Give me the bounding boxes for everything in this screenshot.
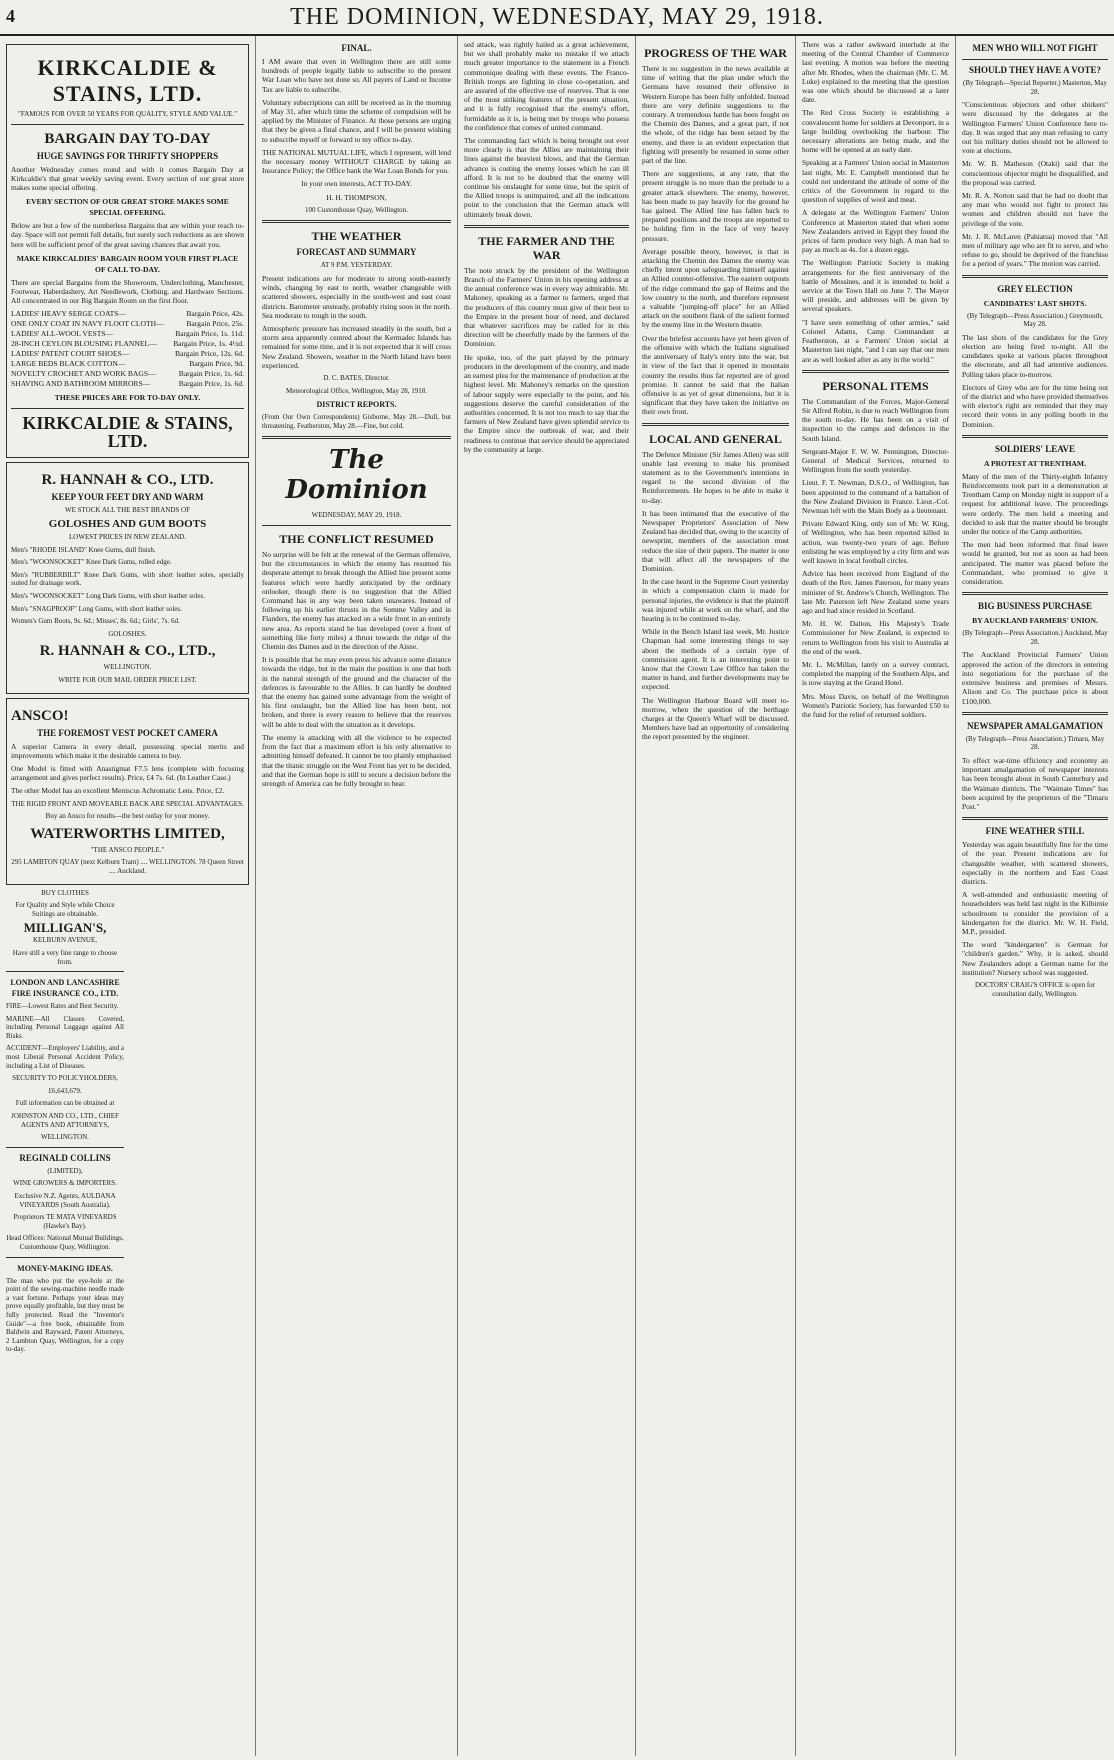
reginald-offices: Head Offices: National Mutual Buildings, Customhouse Quay, Wellington. [6, 1234, 124, 1251]
weather-title: THE WEATHER [311, 229, 402, 244]
kirkcaldie-first-place: MAKE KIRKCALDIES' BARGAIN ROOM YOUR FIRST PLACE OF CALL TO-DAY. [16, 253, 239, 274]
hannah-sub: WE STOCK ALL THE BEST BRANDS OF [65, 506, 190, 515]
london-marine: MARINE—All Classes Covered, including Personal Luggage against All Risks. [6, 1014, 124, 1040]
fine-body-3: The word "kindergarten" is German for "children's garden." Why, it is asked, should New Zealanders adopt a German name for the institution? Nursery school was suggested. [962, 940, 1108, 977]
money-body: The man who put the eye-hole at the point of the sewing-machine needle made a vast fortune. Perhaps your ideas may prove equally profitable, but they must be fully protected. Read the "Inventor's Guide"—a free book, obtainable from Baldwin and Rayward, Patent Attorneys, 2 Lambton Quay, Wellington, for a copy to-day. [6, 1276, 124, 1354]
bargain-item [11, 309, 244, 319]
final-sign: In your own interests, ACT TO-DAY. [301, 179, 412, 189]
bargain-item-name: LARGE BEDS BLACK COTTON— [11, 359, 126, 369]
bargain-day-headline: BARGAIN DAY TO-DAY [44, 130, 211, 147]
farmer-title: THE FARMER AND THE WAR [478, 233, 615, 262]
progress-body-4: Over the briefest accounts have yet been given of the offensive with which the Italians signalised the anniversary of Italy's entry into the war, but in view of the fact that it opened in mountain country the results thus far reported are of good promise. It cannot be said that the Italian offensive is as yet of great dimensions, but it is significant that they have taken the initiative on their own front. [642, 333, 789, 417]
personal-body-7: Mr. L. McMillan, lately on a survey contract, completed the mapping of the Southern Alps, and is now staying at the Grand Hotel. [802, 659, 949, 688]
personal-body-4: Private Edward King, only son of Mr. W. King, of Wellington, who has been reported killed in action, was twenty-two years of age. Before enlisting he was employed by a city firm and was well known in local football circles. [802, 519, 949, 565]
district-note: (From Our Own Correspondents) Gisborne, May 28.—Dull, but threatening. Featherston, May 28.—Fine, but cold. [262, 413, 451, 430]
waterworths-name: WATERWORTHS LIMITED, [30, 825, 225, 842]
reginald-limited: (LIMITED), [47, 1166, 83, 1175]
bargain-item-name: NOVELTY CROCHET AND WORK BAGS— [11, 369, 156, 379]
final-name: H. H. THOMPSON, [326, 192, 387, 202]
weather-body: Present indications are for moderate to strong south-easterly winds, changing by east to north, weather changeable with scattered showers, especially in the south-west and east coast districts. Barometer unsteady, probably rising soon in the north. Sea moderate to rough in the south. [262, 274, 451, 320]
hannah-headline: KEEP YOUR FEET DRY AND WARM [51, 492, 204, 503]
final-title: FINAL. [341, 43, 372, 53]
business-sub: BY AUCKLAND FARMERS' UNION. [972, 616, 1098, 626]
conflict-body-2: It is possible that he may even press his advance some distance towards the ridge, but in the main the position is one that both in the natural strength of the ground and the character of the defences is favourable to the Allies. It can hardly be doubted that the enemy has gained some advantage from the weight of his first onslaught, but the Allied line has been bent, not broken, and there is every reason to believe that the reserves will be able to deal with the situation as it develops. [262, 655, 451, 729]
london-info: Full information can be obtained at [15, 1099, 115, 1108]
soldiers-body: Many of the men of the Thirty-eighth Infantry Reinforcements took part in a demonstration at Trentham Camp on Monday night in support of a request for additional leave. The proceedings were orderly. The men held a meeting and decided to ask that the matter should be brought under the notice of the Camp authorities. [962, 471, 1108, 537]
london-lancashire-name: LONDON AND LANCASHIRE FIRE INSURANCE CO., LTD. [10, 978, 120, 999]
col5-body-4: A delegate at the Wellington Farmers' Union Conference at Masterton stated that when some New Zealanders arrived in Egypt they found the prices of farm produce very high. A man had to pay as much as 4s. for a dozen eggs. [802, 208, 949, 255]
milligans-note: Have still a very fine range to choose from. [12, 948, 118, 966]
hannah-write: WRITE FOR OUR MAIL ORDER PRICE LIST. [58, 675, 197, 684]
ansco-ad [6, 698, 249, 885]
personal-body-8: Mrs. Moss Davis, on behalf of the Wellington Women's Patriotic Society, has forwarded £50 to the fund for the relief of returned soldiers. [802, 691, 949, 719]
dominion-date: WEDNESDAY, MAY 29, 1918. [311, 511, 402, 520]
bargain-item-price: Bargain Price, 1s. 11d. [175, 329, 244, 339]
kirkcaldie-special: EVERY SECTION OF OUR GREAT STORE MAKES SOME SPECIAL OFFERING. [26, 197, 229, 218]
hannah-line: Men's "RHODE ISLAND" Knee Gums, dull finish. [11, 545, 156, 554]
conflict-continued-2: The commanding fact which is being brought out ever more clearly is that the Allies are maintaining their lines against the heaviest blows, and that the German advance is costing the enemy losses which he can ill afford. It is not to be doubted that the enemy will continue his onslaught for some time, but the spirit of the Allied troops is unimpaired, and all the indications point to the conclusion that the German attack will ultimately break down. [464, 136, 629, 219]
kirkcaldie-name-footer: KIRKCALDIE & STAINS, LTD. [22, 413, 233, 452]
men-fight-body-2: Mr. W. B. Matheson (Otaki) said that the conscientious objector might be disqualified, and the proposal was carried. [962, 159, 1108, 187]
kirkcaldie-slogan: "FAMOUS FOR OVER 50 YEARS FOR QUALITY, STYLE AND VALUE." [17, 110, 238, 118]
column-4 [636, 36, 796, 1756]
thrifty-headline: HUGE SAVINGS FOR THRIFTY SHOPPERS [36, 150, 219, 161]
farmer-body: The note struck by the president of the Wellington Branch of the Farmers' Union in his opening address at the annual conference was in every way admirable. Mr. Mahoney, speaking as a farmer to farmers, urged that the producers of this country must give of their best to the Empire in the present hour of need, and declared that whatever sacrifices may be called for in this direction will be cheerfully made by the farmers of the Dominion. [464, 265, 629, 349]
personal-body: The Commandant of the Forces, Major-General Sir Alfred Robin, is due to reach Wellington from the south to-day. He has been on a visit of inspection to the camps and defences in the South Island. [802, 396, 949, 443]
bargain-item-name: SHAVING AND BATHROOM MIRRORS— [11, 379, 151, 389]
small-ads-left [6, 889, 124, 1358]
news-body: To effect war-time efficiency and economy an important amalgamation of newspaper interests has been brought about in South Canterbury and the Waimate districts. The "Waimate Times" has been acquired by the proprietors of the "Timaru Post." [962, 755, 1108, 811]
kirkcaldie-departments: There are special Bargains from the Showroom, Underclothing, Manchester, Footwear, Haberdashery, Art Needlework, Clothing, and Hardware Sections. All concentrated in our Big Bargain Room on the first floor. [11, 277, 244, 306]
personal-body-2: Sergeant-Major F. W. W. Pennington, Director-General of Medical Services, returned to Wellington from the south yesterday. [802, 446, 949, 475]
col5-body-1: There was a rather awkward interlude at the meeting of the Central Chamber of Commerce last evening. A motion was before the meeting after Mr. Rhodes, when the chairman (Mr. C. M. Luke) explained to the meeting that the question was one which should be discussed at a later date. [802, 40, 949, 105]
column-advertisements [0, 36, 256, 1756]
reginald-trade: WINE GROWERS & IMPORTERS. [13, 1179, 117, 1188]
men-fight-body: "Conscientious objectors and other shirkers" were discussed by the delegates at the Wellington Farmers' Union Conference here to-day. It was urged that any man refusing to carry out his military duties should not be allowed to vote at elections. [962, 100, 1108, 156]
column-3 [458, 36, 636, 1756]
dominion-masthead: The Dominion [285, 445, 428, 506]
news-title: NEWSPAPER AMALGAMATION [967, 720, 1103, 731]
london-agents: JOHNSTON AND CO., LTD., CHIEF AGENTS AND ATTORNEYS, [11, 1112, 119, 1129]
hannah-line: Men's "RUBBERBILT" Knee Dark Gums, with short leather soles, specially suited for drainage work. [11, 570, 244, 588]
hannah-line: Men's "WOONSOCKET" Long Dark Gums, with short leather soles. [11, 591, 206, 600]
london-accident: ACCIDENT—Employers' Liability, and a most Liberal Personal Accident Policy, including a List of Diseases. [6, 1044, 124, 1070]
local-body-4: While in the Bench Island last week, Mr. Justice Chapman had some interesting things to say about the methods of a certain type of commission agent. It is an interesting point to know that the Crown Law Office has taken the matter in hand, and further developments may be expected. [642, 627, 789, 692]
milligans-name: MILLIGAN'S, [23, 920, 107, 936]
london-city: WELLINGTON. [41, 1133, 89, 1142]
fine-body: Yesterday was again beautifully fine for the time of the year. Present indications are for changeable weather, with scattered showers, especially in the northern and East Coast districts. [962, 840, 1108, 886]
col5-body-6: "I have seen something of other armies," said Colonel Adams, Camp Commandant at Featherston, at a Farmers' Union social at Masterton last night, "and I can say that our men are as well looked after as any in the world." [802, 317, 949, 364]
fine-title: FINE WEATHER STILL [985, 826, 1085, 837]
local-body-2: It has been intimated that the executive of the Newspaper Proprietors' Association of New Zealand has decided that, owing to the scarcity of newsprint, members of the association must reduce the size of their papers. The matter is one that will affect all the newspapers of the Dominion. [642, 508, 789, 573]
hannah-goloshes: GOLOSHES. [108, 629, 147, 638]
farmer-body-2: He spoke, too, of the part played by the primary producers in the development of the country, and made an earnest plea for the maintenance of production at the highest level. Mr. Mahoney's remarks on the question of labour supply were especially to the point, and his suggestions deserve the careful consideration of the authorities concerned. It is not too much to say that the farmers of New Zealand have given splendid service to the Empire since the outbreak of war, and their readiness to continue that service should be appreciated by the community at large. [464, 352, 629, 454]
column-2 [256, 36, 458, 1756]
kirkcaldie-intro: Another Wednesday comes round and with it comes Bargain Day at Kirkcaldie's that great weekly saving event. Every section of our great store makes some special offering. [11, 164, 244, 192]
col5-body-3: Speaking at a Farmers' Union social in Masterton last night, Mr. E. Campbell mentioned that he could not understand the attitude of some of the critics of the Government in regard to the question of supplies of wool and meat. [802, 158, 949, 205]
newspaper-title: THE DOMINION, WEDNESDAY, MAY 29, 1918. [290, 4, 824, 30]
progress-body-2: There are suggestions, at any rate, that the present struggle is no more than the prelude to a greater attack elsewhere. The enemy, however, has been made to pay heavily for the ground he has gained. The Allied line has fallen back to prepared positions and the troops are reported to be holding firm in the face of very heavy pressure. [642, 169, 789, 243]
final-address: 100 Customhouse Quay, Wellington. [305, 205, 408, 214]
weather-sub: FORECAST AND SUMMARY [296, 247, 417, 258]
bargain-item-name: LADIES' HEAVY SERGE COATS— [11, 309, 127, 319]
progress-title: PROGRESS OF THE WAR [644, 46, 787, 60]
weather-body-2: Atmospheric pressure has increased steadily in the south, but a storm area apparently centred about the Kermadec Islands has remained for some time, and it is not expected that it will cross New Zealand. Showers, weather in the North Island have been experienced. [262, 324, 451, 370]
fine-body-2: A well-attended and enthusiastic meeting of householders was held last night in the Kilbirnie schoolroom to consider the provision of a kindergarten for the district. Mr. W. H. Field, M.P., presided. [962, 890, 1108, 936]
bargain-item [11, 319, 244, 329]
hannah-product: GOLOSHES AND GUM BOOTS [48, 518, 207, 531]
kirkcaldie-item-list [11, 309, 244, 389]
money-name: MONEY-MAKING IDEAS. [17, 1263, 113, 1273]
bargain-item [11, 339, 244, 349]
bargain-item-price: Bargain Price, 25s. [186, 319, 244, 329]
hannah-line: Men's "WOONSOCKET" Knee Dark Gums, rolled edge. [11, 558, 172, 567]
doctors-ad: DOCTORS' CRAIG'S OFFICE is open for consultation daily, Wellington. [974, 980, 1096, 998]
bargain-item-name: 28-INCH CEYLON BLOUSING FLANNEL— [11, 339, 157, 349]
conflict-body-3: The enemy is attacking with all the violence to be expected from the fact that a maximum effort is his only alternative to admitting himself defeated. It cannot be too plainly emphasised that the titanic struggle on the West Front has yet to be decided, and that the German hope is still to secure a decision before the strength of America can be fully brought to bear. [262, 732, 451, 788]
hannah-line: Women's Gum Boots, 9s. 6d.; Misses', 8s. 6d.; Girls', 7s. 6d. [11, 617, 180, 626]
soldiers-title: SOLDIERS' LEAVE [994, 443, 1076, 454]
kirkcaldie-ad [6, 44, 249, 458]
personal-body-6: Mr. H. W. Dalton, His Majesty's Trade Commissioner for New Zealand, is expected to return to Wellington from his visit to Australia at the end of the week. [802, 619, 949, 656]
weather-time: AT 9 P.M. YESTERDAY. [320, 261, 393, 270]
reginald-agents: Exclusive N.Z. Agents, AULDANA VINEYARDS (South Australia). [14, 1192, 116, 1209]
personal-title: PERSONAL ITEMS [822, 378, 929, 393]
grey-body-2: Electors of Grey who are for the time being out of the district and who have provided themselves with elector's right are reminded that they may record their votes in any polling booth in the Dominion. [962, 382, 1108, 429]
col5-body-2: The Red Cross Society is establishing a convalescent home for soldiers at Devonport, in a large building overlooking the harbour. The necessary alterations are being made, and the home will be opened at an early date. [802, 108, 949, 155]
bargain-item [11, 359, 244, 369]
ansco-rigid: THE RIGID FRONT AND MOVEABLE BACK ARE SPECIAL ADVANTAGES. [11, 799, 244, 808]
grey-title: GREY ELECTION [997, 283, 1073, 294]
hannah-name-footer: R. HANNAH & CO., LTD., [39, 643, 216, 660]
bargain-item-price: Bargain Price, 9d. [189, 359, 244, 369]
kirkcaldie-note: Below are but a few of the numberless Bargains that are within your reach to-day. Space will not permit full details, but surely such reductions as are shown here will be sufficient proof of the great saving chances that await you. [11, 221, 244, 249]
reginald-proprietors: Proprietors TE MATA VINEYARDS (Hawke's Bay). [13, 1213, 117, 1230]
personal-body-5: Advice has been received from England of the death of the Rev. James Paterson, for many years minister of St. Andrew's Church, Wellington. The late Mr. Paterson left New Zealand some years ago and had since resided in Scotland. [802, 569, 949, 615]
milligans-address: KELBURN AVENUE, [32, 936, 98, 945]
bargain-item [11, 379, 244, 389]
hannah-line: Men's "SNAGPROOF" Long Gums, with short leather soles. [11, 604, 182, 613]
column-5 [796, 36, 956, 1756]
final-body: I AM aware that even in Wellington there are still some hundreds of people legally liable to subscribe to the present War Loan who have not done so. All payers of Land or Income Tax are liable to subscribe. [262, 57, 451, 94]
waterworths-sub: "THE ANSCO PEOPLE." [90, 845, 165, 854]
bargain-item [11, 329, 244, 339]
small-ads-block [6, 888, 249, 1354]
district-title: DISTRICT REPORTS. [316, 400, 397, 410]
hannah-name: R. HANNAH & CO., LTD. [41, 472, 214, 489]
hannah-city: WELLINGTON. [103, 663, 152, 672]
grey-body: The last shots of the candidates for the Grey election are being fired to-night. All the candidates spoke at various places throughout the electorate, and all had attentive audiences. Polling takes place to-morrow. [962, 332, 1108, 379]
men-fight-body-4: Mr. J. R. McLaren (Pahiatua) moved that "All men of military age who are fit to serve, and who refuse to go, should be deprived of the franchise for a period of years." The motion was carried. [962, 231, 1108, 269]
weather-sign: D. C. BATES, Director. [323, 374, 390, 383]
bargain-item-price: Bargain Price, 1s. 4½d. [173, 339, 244, 349]
bargain-item-price: Bargain Price, 12s. 6d. [174, 349, 244, 359]
men-fight-title: MEN WHO WILL NOT FIGHT [972, 43, 1098, 53]
men-fight-sub: SHOULD THEY HAVE A VOTE? [968, 65, 1102, 75]
bargain-item-name: LADIES' ALL-WOOL VESTS— [11, 329, 114, 339]
bargain-item [11, 349, 244, 359]
hannah-lowest: LOWEST PRICES IN NEW ZEALAND. [69, 533, 186, 542]
hannah-line-list [11, 546, 244, 626]
bargain-item-price: Bargain Price, 1s. 6d. [178, 379, 244, 389]
business-body: The Auckland Provincial Farmers' Union approved the action of the directors in entering into negotiations for the purchase of the extensive business and premises of Messrs. Alison and Co. The purchase price is about £100,000. [962, 650, 1108, 706]
conflict-body: No surprise will be felt at the renewal of the German offensive, but the circumstances in which the enemy has resumed his desperate attempt to break through the Allied line present some features which were hardly anticipated by the ordinary onlooker, though there is no suggestion that the Allied Command has in any way been taken unawares. Instead of following up his earlier thrusts in the Somme Valley and in Flanders, the enemy has attacked on a wide front in an entirely new area. As reports stand he has developed (over a front of something like forty miles) a thrust towards the ridge of the Chemin des Dames and in the direction of the Aisne. [262, 550, 451, 652]
reginald-name: REGINALD COLLINS [19, 1152, 111, 1163]
progress-body: There is no suggestion in the news available at time of writing that the plan under which the Germans have resumed their offensive in Western Europe has been fully unfolded. Instead there are very definite suggestions to the contrary. A tremendous battle has been fought on the Chemin des Dames, and a great part, if not the whole, of the ridge has been seized by the enemy, and there is an evident expectation that fighting will presently be resumed in some other part of the line. [642, 64, 789, 166]
bargain-item-name: LADIES' PATENT COURT SHOES— [11, 349, 130, 359]
ansco-other: The other Model has an excellent Meniscus Achromatic Lens. Price, £2. [11, 786, 225, 796]
news-byline: (By Telegraph—Press Association.) Timaru, May 28. [965, 734, 1105, 752]
local-body: The Defence Minister (Sir James Allen) was still unable last evening to make his promised statement as to the Government's intentions in regard to the second division of the Reinforcements. He hopes to be able to make it to-day. [642, 449, 789, 505]
milligans-intro: BUY CLOTHES [41, 888, 89, 897]
bargain-item-name: ONE ONLY COAT IN NAVY FLOOT CLOTH— [11, 319, 164, 329]
grey-sub: CANDIDATES' LAST SHOTS. [983, 298, 1087, 308]
men-fight-byline: (By Telegraph—Special Reporter.) Masterton, May 28. [962, 79, 1107, 96]
column-6 [956, 36, 1114, 1756]
waterworths-address: 295 LAMBTON QUAY (next Kelburn Tram) .... WELLINGTON. 78 Queen Street .... Auckland. [11, 858, 244, 875]
ansco-buy: Buy an Ansco for results—the best outlay for your money. [45, 812, 210, 821]
grey-byline: (By Telegraph—Press Association.) Greymouth, May 28. [967, 311, 1103, 329]
ansco-body: A superior Camera in every detail, possessing special merits and improvements which make it the desirable camera to buy. [11, 741, 244, 760]
bargain-item-price: Bargain Price, 42s. [186, 309, 244, 319]
ansco-headline: THE FOREMOST VEST POCKET CAMERA [37, 727, 218, 738]
local-body-3: In the case heard in the Supreme Court yesterday in which a compensation claim is made for personal injuries, the evidence is that the plaintiff was injured while at work on the wharf, and the hearing is to be continued to-day. [642, 577, 789, 623]
london-amount: £6,643,679. [48, 1086, 82, 1095]
final-body-3: THE NATIONAL MUTUAL LIFE, which I represent, will lend the necessary money WITHOUT CHARGE by taking an Insurance Policy; the Office bank the War Loan Bonds for you. [262, 147, 451, 176]
final-body-2: Voluntary subscriptions can still be received as in the morning of May 31, after which time the scheme of compulsion will be applied by the Minister of Finance. At those persons are urging that they be given a final chance, and I will be present wishing to subscribe myself or forward to my office to-day. [262, 97, 451, 144]
ansco-name: ANSCO! [11, 707, 69, 724]
soldiers-sub: A PROTEST AT TRENTHAM. [984, 458, 1086, 468]
weather-office: Meteorological Office, Wellington, May 28, 1918. [286, 386, 427, 395]
progress-body-3: Average possible theory, however, is that in attacking the Chemin des Dames the enemy was chiefly intent upon safeguarding himself against an Allied counter-offensive. The eastern outposts of the ridge command the gap of Reims and the low country to the north, and therefore represent a valuable "jumping-off place" for an Allied attack on the southern flank of the salient formed by the enemy line in the Western theatre. [642, 246, 789, 330]
london-security: SECURITY TO POLICYHOLDERS, [12, 1074, 118, 1083]
conflict-title: THE CONFLICT RESUMED [279, 532, 434, 547]
personal-body-3: Lieut. F. T. Newman, D.S.O., of Wellington, has been appointed to the command of a battalion of the New Zealand Division in France. Lieut.-Col. Newman left with the Main Body as a lieutenant. [802, 478, 949, 515]
kirkcaldie-footer: THESE PRICES ARE FOR TO-DAY ONLY. [54, 393, 201, 403]
men-fight-body-3: Mr. R. A. Norton said that he had no doubt that any man who would not fight to protect his women and children should not have the privilege of the vote. [962, 191, 1108, 228]
business-title: BIG BUSINESS PURCHASE [977, 601, 1093, 612]
local-title: LOCAL AND GENERAL [649, 431, 782, 446]
conflict-continued: sed attack, was rightly hailed as a great achievement, but we shall probably make no mistake if we attach much greater importance to the statement in a French communique dealing with these events. The Franco-British troops are fighting in close co-operation, and are assured of the effective use of reserves. That is one of the most striking features of the present situation, and it is fully recognised that the enemy's effort, formidable as it is, is being met by troops who possess the confidence that comes of united command. [464, 40, 629, 132]
bargain-item [11, 369, 244, 379]
london-fire: FIRE—Lowest Rates and Best Security. [6, 1002, 119, 1011]
page-number: 4 [6, 6, 15, 26]
local-body-5: The Wellington Harbour Board will meet to-morrow, when the question of the berthage charges at the Queen's Wharf will be discussed. Members have had an opportunity of considering the report presented by the engineer. [642, 695, 789, 742]
soldiers-body-2: The men had been informed that final leave would be granted, but not as soon as had been anticipated. The matter was placed before the Commandant, who promised to give it consideration. [962, 540, 1108, 587]
hannah-ad [6, 462, 249, 693]
masthead [0, 0, 1114, 36]
ansco-price: One Model is fitted with Anastigmat F7.5 lens (complete with focusing arrangement and gives perfect results). Price, £4 7s. 6d. (In Leather Case.) [11, 763, 244, 783]
milligans-text: For Quality and Style while Choice Suitings are obtainable. [15, 901, 115, 918]
bargain-item-price: Bargain Price, 1s. 6d. [178, 369, 244, 379]
business-byline: (By Telegraph—Press Association.) Auckland, May 28. [962, 629, 1108, 646]
col5-body-5: The Wellington Patriotic Society is making arrangements for the first anniversary of the battle of Messines, and it is intended to hold a service at the Town Hall on June 7. The Mayor will preside, and addresses will be given by several speakers. [802, 258, 949, 314]
kirkcaldie-name: KIRKCALDIE & STAINS, LTD. [37, 55, 218, 106]
